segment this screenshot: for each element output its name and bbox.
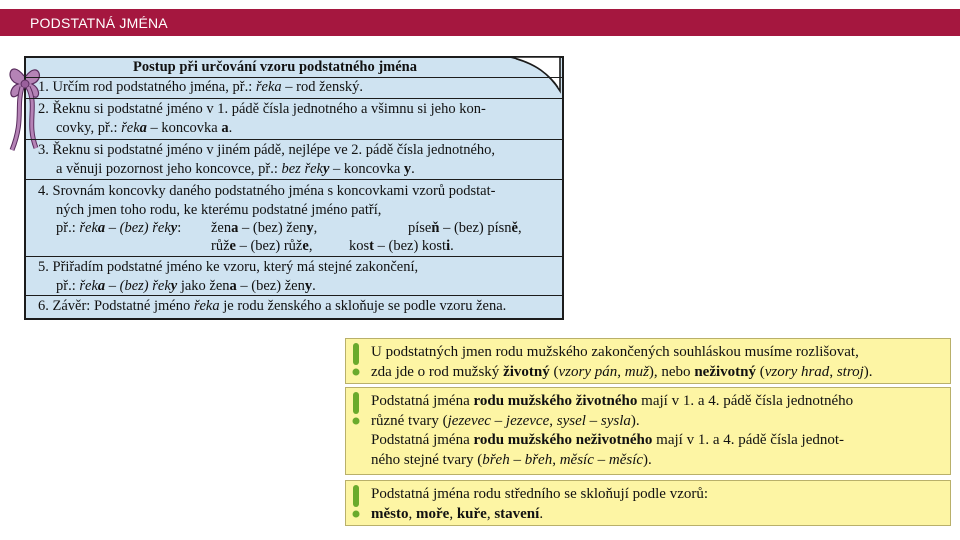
note-neuter-patterns: Podstatná jména rodu středního se skloňují podle vzorů: město, moře, kuře, stavení. xyxy=(345,480,951,526)
step-6: 6. Závěr: Podstatné jméno řeka je rodu ženského a skloňuje se podle vzoru žena. xyxy=(38,298,507,314)
title-bar xyxy=(0,9,960,36)
row-divider xyxy=(26,179,562,180)
step-2: 2. Řeknu si podstatné jméno v 1. pádě čísla jednotného a všimnu si jeho kon- covky, př.: řeka – koncovka a. xyxy=(38,101,486,136)
note-animate-inanimate: U podstatných jmen rodu mužského zakončených souhláskou musíme rozlišovat, zda jde o rod mužský životný (vzory pán, muž), nebo neživotný (vzory hrad, stroj). xyxy=(345,338,951,384)
row-divider xyxy=(26,295,562,296)
step-5: 5. Přiřadím podstatné jméno ke vzoru, který má stejné zakončení, př.: řeka – (bez) řeky jako žena – (bez) ženy. xyxy=(38,259,419,294)
step-3: 3. Řeknu si podstatné jméno v jiném pádě, nejlépe ve 2. pádě čísla jednotného, a věnuji pozornost jeho koncovce, př.: bez řeky – koncovka y. xyxy=(38,142,496,177)
step-4: 4. Srovnám koncovky daného podstatného jména s koncovkami vzorů podstat- ných jmen toho rodu, ke kterému podstatné jméno patří, př.: řeka – (bez) řeky: žena – (bez) ženy, píseň – (bez) písně, růže – (bez) růže, kost – (bez) kosti. xyxy=(38,183,522,254)
page-title: PODSTATNÁ JMÉNA xyxy=(30,15,168,31)
exclamation-icon xyxy=(349,483,363,519)
note-masculine-forms: Podstatná jména rodu mužského životného mají v 1. a 4. pádě čísla jednotného různé tvary (jezevec – jezevce, sysel – sysla). Podstatná jména rodu mužského neživotného mají v 1. a 4. pádě čísla jednot- ného stejné tvary (břeh – břeh, měsíc – měsíc). xyxy=(345,387,951,475)
exclamation-icon xyxy=(349,390,363,426)
step-1: 1. Určím rod podstatného jména, př.: řeka – rod ženský. xyxy=(38,79,363,95)
row-divider xyxy=(26,139,562,140)
row-divider xyxy=(26,98,562,99)
card-heading: Postup při určování vzoru podstatného jména xyxy=(133,59,417,75)
exclamation-icon xyxy=(349,341,363,377)
row-divider xyxy=(26,256,562,257)
